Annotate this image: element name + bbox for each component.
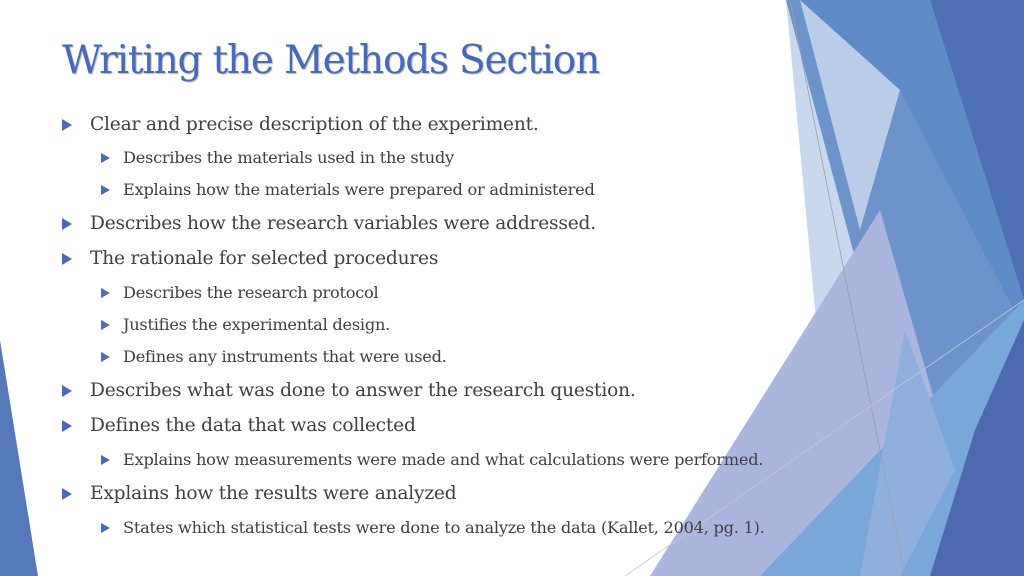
bullet-triangle-icon (101, 352, 110, 362)
sub-bullet-item (101, 180, 595, 199)
bullet-item (62, 114, 539, 135)
bullet-item (62, 415, 416, 436)
bullet-triangle-icon (62, 218, 72, 230)
bullet-triangle-icon (62, 488, 72, 500)
bullet-item (62, 248, 438, 269)
bullet-triangle-icon (101, 320, 110, 330)
bullet-text: Clear and precise description of the experiment. (90, 114, 539, 135)
bullet-triangle-icon (101, 523, 110, 533)
sub-bullet-item (101, 450, 763, 469)
bullet-text: Defines the data that was collected (90, 415, 416, 436)
sub-bullet-item (101, 518, 765, 537)
bullet-triangle-icon (101, 455, 110, 465)
sub-bullet-item (101, 148, 454, 167)
sub-bullet-text: Justifies the experimental design. (123, 315, 391, 334)
bullet-triangle-icon (62, 420, 72, 432)
sub-bullet-text: Describes the research protocol (123, 283, 379, 302)
bullet-item (62, 483, 456, 504)
bullet-text: Describes what was done to answer the research question. (90, 380, 636, 401)
sub-bullet-text: Defines any instruments that were used. (123, 347, 447, 366)
sub-bullet-item (101, 347, 447, 366)
bullet-triangle-icon (62, 385, 72, 397)
sub-bullet-text: Explains how the materials were prepared or administered (123, 180, 595, 199)
bullet-item (62, 213, 596, 234)
bullet-text: Describes how the research variables were addressed. (90, 213, 596, 234)
bullet-item (62, 380, 636, 401)
sub-bullet-text: Describes the materials used in the study (123, 148, 454, 167)
bullet-triangle-icon (101, 185, 110, 195)
bullet-text: Explains how the results were analyzed (90, 483, 457, 504)
slide-title: Writing the Methods Section (62, 38, 599, 83)
bullet-triangle-icon (62, 253, 72, 265)
sub-bullet-item (101, 283, 378, 302)
sub-bullet-text: Explains how measurements were made and what calculations were performed. (123, 450, 764, 469)
sub-bullet-text: States which statistical tests were done to analyze the data (Kallet, 2004, pg. 1). (123, 518, 765, 537)
bullet-triangle-icon (101, 288, 110, 298)
sub-bullet-item (101, 315, 390, 334)
bullet-text: The rationale for selected procedures (90, 248, 439, 269)
bullet-triangle-icon (62, 119, 72, 131)
bullet-triangle-icon (101, 153, 110, 163)
